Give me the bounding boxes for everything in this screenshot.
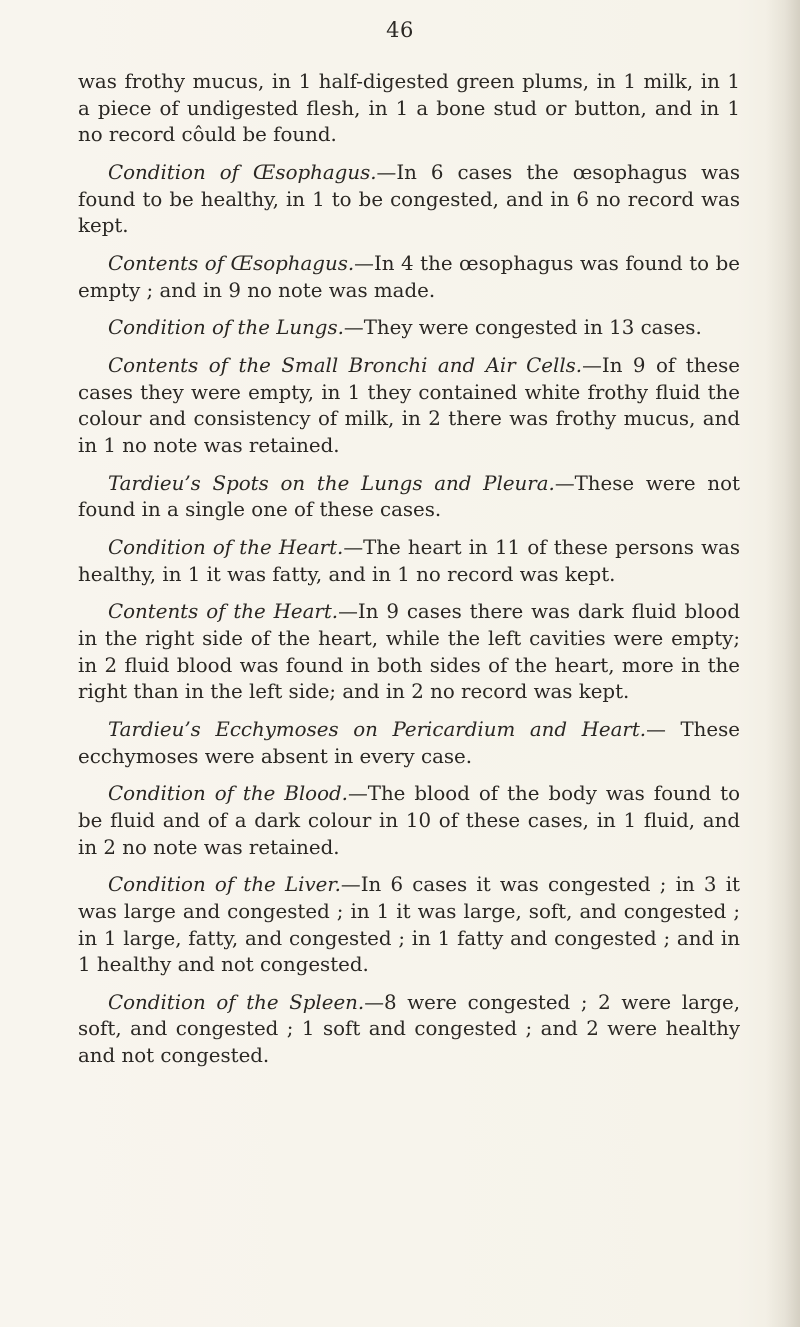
paragraph-text: was frothy mucus, in 1 half-digested green plums, in 1 milk, in 1 a piece of undigested flesh, in 1 a bone stud or button, and in 1 no record côuld be found. xyxy=(78,70,740,147)
body-text xyxy=(78,69,740,1081)
paragraph xyxy=(78,315,740,342)
paragraph-heading: Contents of the Heart. xyxy=(108,600,339,624)
paragraph-text: —In 9 of these cases they were empty, in 1 they contained white frothy fluid the colour and consistency of milk, in 2 there was frothy mucus, and in 1 no note was retained. xyxy=(78,354,740,457)
paragraph xyxy=(78,160,740,240)
paragraph-text: — These ecchymoses were absent in every case. xyxy=(78,717,740,768)
paragraph xyxy=(78,535,740,588)
paragraph xyxy=(78,717,740,770)
paragraph xyxy=(78,251,740,304)
paragraph-heading: Tardieu’s Ecchymoses on Pericardium and Heart. xyxy=(108,717,647,741)
paragraph-heading: Condition of the Spleen. xyxy=(108,990,365,1014)
paragraph-text: —These were not found in a single one of these cases. xyxy=(78,471,740,522)
paragraph xyxy=(78,353,740,459)
paragraph xyxy=(78,781,740,861)
paragraph xyxy=(78,471,740,524)
paragraph-heading: Condition of the Lungs. xyxy=(108,316,344,340)
paragraph-heading: Condition of Œsophagus. xyxy=(108,160,377,184)
paragraph-text: —8 were congested ; 2 were large, soft, and congested ; 1 soft and congested ; and 2 were healthy and not congested. xyxy=(78,990,741,1068)
paragraph-heading: Contents of Œsophagus. xyxy=(108,251,355,275)
paragraph-text: —In 6 cases the œsophagus was found to be healthy, in 1 to be congested, and in 6 no record was kept. xyxy=(78,160,740,238)
paragraph-text: —In 6 cases it was congested ; in 3 it was large and congested ; in 1 it was large, soft, and congested ; in 1 large, fatty, and congested ; in 1 fatty and congested ; and in 1 healthy and not congested. xyxy=(78,873,740,977)
paragraph-heading: Contents of the Small Bronchi and Air Cells. xyxy=(108,354,583,378)
paragraph-heading: Condition of the Blood. xyxy=(108,782,348,806)
paragraph-text: —They were congested in 13 cases. xyxy=(343,316,702,340)
paragraph-text: —The heart in 11 of these persons was healthy, in 1 it was fatty, and in 1 no record was kept. xyxy=(78,536,740,586)
paragraph-text: —In 9 cases there was dark fluid blood in the right side of the heart, while the left cavities were empty; in 2 fluid blood was found in both sides of the heart, more in the right than in the left side; and in 2 no record was kept. xyxy=(78,600,741,704)
paragraph xyxy=(78,872,740,978)
page-edge-shadow xyxy=(766,0,800,1327)
paragraph-text: —In 4 the œsophagus was found to be empty ; and in 9 no note was made. xyxy=(78,251,740,302)
paragraph xyxy=(78,69,740,149)
paragraph-heading: Condition of the Liver. xyxy=(108,873,341,897)
paragraph-text: —The blood of the body was found to be fluid and of a dark colour in 10 of these cases, in 1 fluid, and in 2 no note was retained. xyxy=(78,782,740,859)
page-number: 46 xyxy=(386,18,414,42)
paragraph xyxy=(78,990,740,1070)
paragraph-heading: Tardieu’s Spots on the Lungs and Pleura. xyxy=(108,471,555,495)
paragraph-heading: Condition of the Heart. xyxy=(108,536,344,560)
paragraph xyxy=(78,599,740,705)
